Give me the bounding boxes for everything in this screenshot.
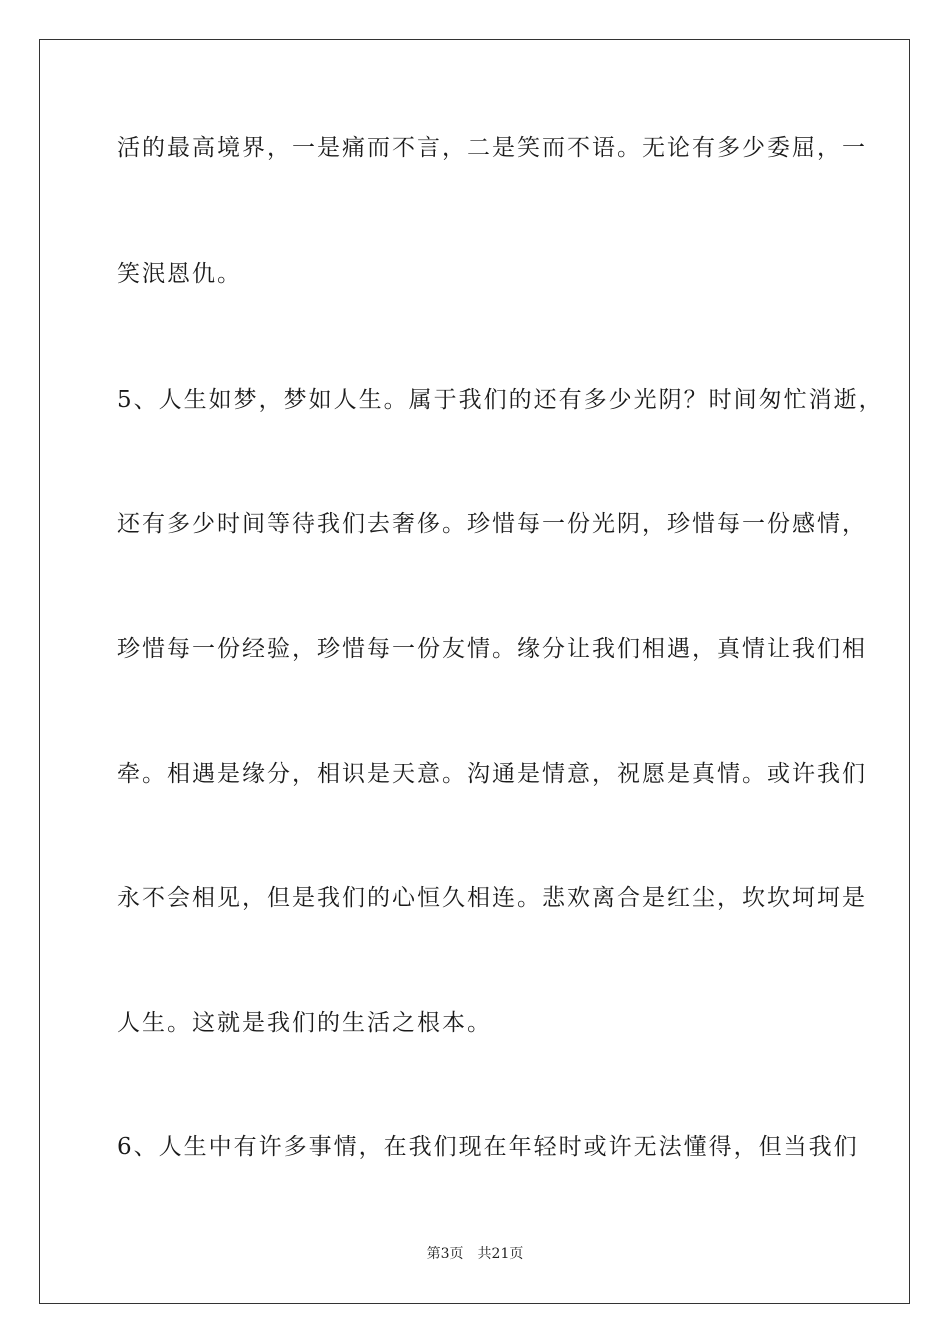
page-number: 第3页 [426, 1246, 464, 1262]
body-text-line: 珍惜每一份经验，珍惜每一份友情。缘分让我们相遇，真情让我们相 [117, 636, 867, 662]
body-text-line: 5、人生如梦，梦如人生。属于我们的还有多少光阴？时间匆忙消逝， [117, 387, 884, 413]
body-text-line: 笑泯恩仇。 [117, 261, 242, 287]
page-total: 共21页 [477, 1246, 524, 1262]
body-text-line: 人生。这就是我们的生活之根本。 [117, 1010, 492, 1036]
body-text-line: 活的最高境界，一是痛而不言，二是笑而不语。无论有多少委屈，一 [117, 135, 867, 161]
body-text-line: 6、人生中有许多事情，在我们现在年轻时或许无法懂得，但当我们 [117, 1134, 859, 1160]
body-text-line: 还有多少时间等待我们去奢侈。珍惜每一份光阴，珍惜每一份感情， [117, 511, 867, 537]
body-text-line: 永不会相见，但是我们的心恒久相连。悲欢离合是红尘，坎坎坷坷是 [117, 885, 867, 911]
page-frame [39, 39, 910, 1304]
body-text-line: 牵。相遇是缘分，相识是天意。沟通是情意，祝愿是真情。或许我们 [117, 761, 867, 787]
page-footer [0, 1244, 950, 1264]
